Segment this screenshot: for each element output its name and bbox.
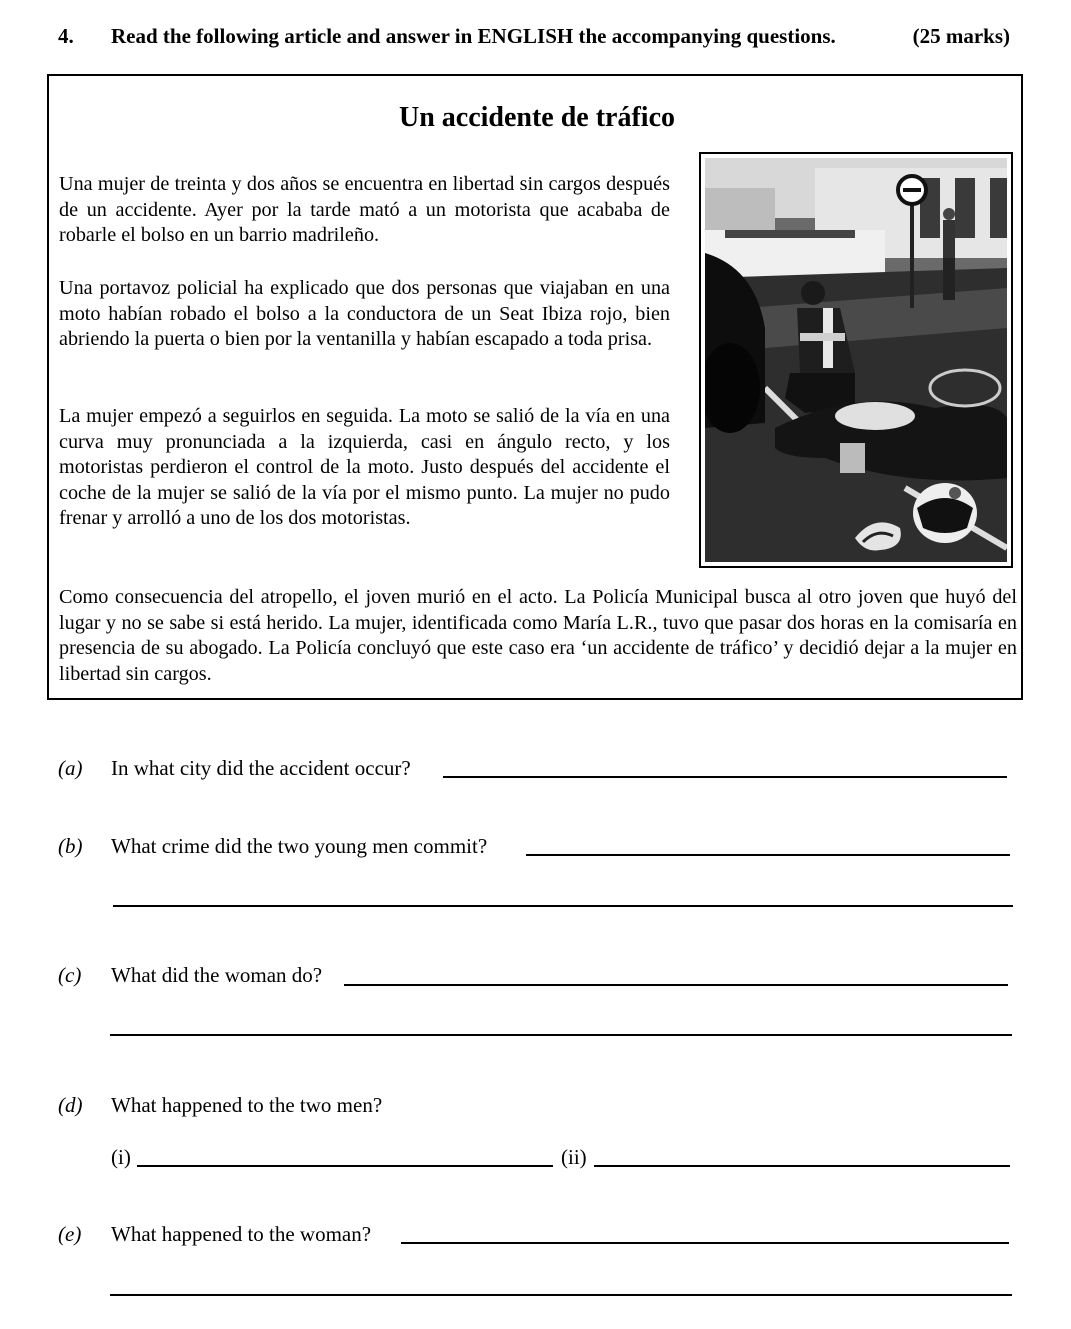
question-text: What happened to the woman?	[111, 1222, 372, 1246]
accident-photo	[699, 152, 1013, 568]
article-paragraph: La mujer empezó a seguirlos en seguida. La moto se salió de la vía en una curva muy pronunciada a la izquierda, casi en ángulo recto, y los motoristas perdieron el control de la moto. Justo después del accidente el coche de la mujer se salió de la vía por el mismo punto. La mujer no pudo frenar y arrolló a uno de los dos motoristas.	[59, 405, 670, 530]
answer-line-a[interactable]	[443, 776, 1007, 778]
question-letter: (c)	[58, 963, 82, 987]
accident-photo-image	[705, 158, 1007, 562]
article-paragraph: Una mujer de treinta y dos años se encuentra en libertad sin cargos después de un accidente. Ayer por la tarde mató a un motorista que acababa de robarle el bolso en un barrio madrileño.	[59, 173, 670, 247]
question-marks: (25 marks)	[912, 24, 1010, 48]
answer-line-e1[interactable]	[401, 1242, 1009, 1244]
question-letter: (a)	[58, 756, 83, 780]
question-instruction: Read the following article and answer in ENGLISH the accompanying questions.	[111, 24, 836, 48]
answer-line-c1[interactable]	[344, 984, 1008, 986]
article-paragraph: Como consecuencia del atropello, el joven murió en el acto. La Policía Municipal busca al otro joven que huyó del lugar y no se sabe si está herido. La mujer, identificada como María L.R., tuvo que pasar dos horas en la comisaría en presencia de su abogado. La Policía concluyó que este caso era ‘un accidente de tráfico’ y decidió dejar a la mujer en libertad sin cargos.	[59, 586, 1017, 685]
question-text: In what city did the accident occur?	[111, 756, 411, 780]
answer-line-b2[interactable]	[113, 905, 1013, 907]
sub-label-i: (i)	[111, 1145, 131, 1169]
article-box	[47, 74, 1023, 700]
sub-label-ii: (ii)	[561, 1145, 587, 1169]
question-letter: (e)	[58, 1222, 82, 1246]
question-text: What happened to the two men?	[111, 1093, 383, 1117]
question-letter: (d)	[58, 1093, 83, 1117]
answer-line-e2[interactable]	[110, 1294, 1012, 1296]
article-paragraph: Una portavoz policial ha explicado que dos personas que viajaban en una moto habían robado el bolso a la conductora de un Seat Ibiza rojo, bien abriendo la puerta o bien por la ventanilla y habían escapado a toda prisa.	[59, 277, 670, 351]
question-text: What crime did the two young men commit?	[111, 834, 488, 858]
question-text: What did the woman do?	[111, 963, 323, 987]
answer-line-b1[interactable]	[526, 854, 1010, 856]
question-letter: (b)	[58, 834, 83, 858]
question-number: 4.	[58, 24, 74, 48]
answer-line-c2[interactable]	[110, 1034, 1012, 1036]
answer-line-d-i[interactable]	[137, 1165, 553, 1167]
article-title: Un accidente de tráfico	[398, 102, 676, 133]
answer-line-d-ii[interactable]	[594, 1165, 1010, 1167]
